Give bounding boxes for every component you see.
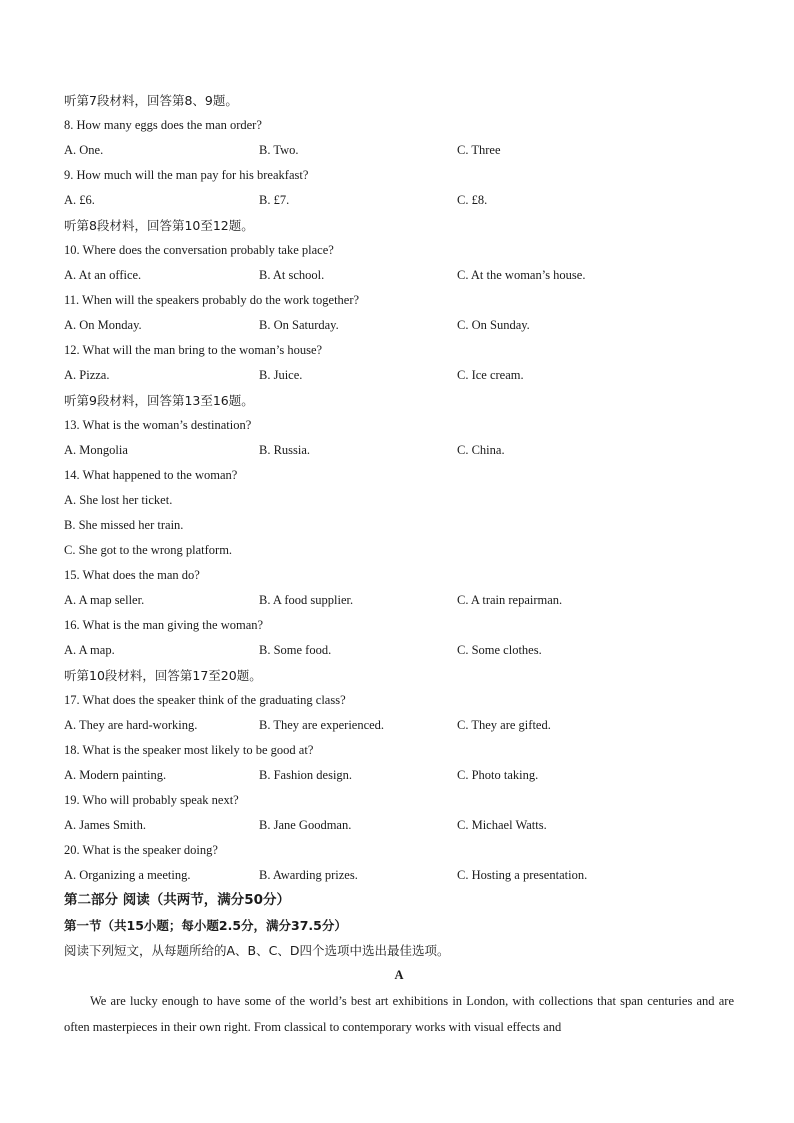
part-heading: 第二部分 阅读（共两节，满分50分） — [64, 892, 290, 908]
question-text: 19. Who will probably speak next? — [64, 793, 239, 807]
passage-paragraph: We are lucky enough to have some of the world’s best art exhibitions in London, with collections that span centuries and are often masterpieces in their own right. From classical to contemporary works with visual effects and — [64, 994, 734, 1034]
answer-options — [64, 813, 734, 838]
option-c: C. £8. — [457, 193, 488, 207]
question-text: 8. How many eggs does the man order? — [64, 118, 262, 132]
answer-options — [64, 313, 734, 338]
question-text: 14. What happened to the woman? — [64, 468, 238, 482]
question-text: 16. What is the man giving the woman? — [64, 618, 264, 632]
section-instruction: 听第9段材料，回答第13至16题。 — [64, 393, 254, 408]
option-a: A. £6. — [64, 193, 95, 207]
option-a: A. They are hard-working. — [64, 718, 198, 732]
option-a: A. Modern painting. — [64, 768, 167, 782]
option-c: C. They are gifted. — [457, 718, 551, 732]
answer-options — [64, 263, 734, 288]
answer-options — [64, 638, 734, 663]
option-c: C. Hosting a presentation. — [457, 868, 588, 882]
option-c: C. A train repairman. — [457, 593, 563, 607]
option-a: A. Mongolia — [64, 443, 128, 457]
option-b: B. Jane Goodman. — [259, 818, 352, 832]
question-text: 18. What is the speaker most likely to be good at? — [64, 743, 314, 757]
option-b: B. £7. — [259, 193, 290, 207]
option-a: A. James Smith. — [64, 818, 146, 832]
section-instruction: 听第7段材料，回答第8、9题。 — [64, 93, 238, 108]
answer-options — [64, 863, 734, 888]
option-a: A. At an office. — [64, 268, 142, 282]
option-b: B. At school. — [259, 268, 325, 282]
answer-options — [64, 363, 734, 388]
question-text: 15. What does the man do? — [64, 568, 200, 582]
section-instruction: 听第8段材料，回答第10至12题。 — [64, 218, 254, 233]
section-instruction: 听第10段材料，回答第17至20题。 — [64, 668, 262, 683]
option-c: C. Photo taking. — [457, 768, 539, 782]
question-text: C. She got to the wrong platform. — [64, 543, 233, 557]
question-text: 11. When will the speakers probably do the work together? — [64, 293, 360, 307]
option-c: C. Three — [457, 143, 501, 157]
option-b: B. Some food. — [259, 643, 332, 657]
option-b: B. Two. — [259, 143, 299, 157]
option-b: B. On Saturday. — [259, 318, 339, 332]
question-text: 13. What is the woman’s destination? — [64, 418, 252, 432]
question-text: 17. What does the speaker think of the graduating class? — [64, 693, 346, 707]
document-page — [64, 88, 734, 1040]
answer-options — [64, 763, 734, 788]
option-c: C. China. — [457, 443, 505, 457]
option-a: A. Organizing a meeting. — [64, 868, 191, 882]
option-b: B. Awarding prizes. — [259, 868, 358, 882]
answer-options — [64, 188, 734, 213]
passage-label: A — [394, 968, 404, 982]
answer-options — [64, 713, 734, 738]
section-instruction: 阅读下列短文，从每题所给的A、B、C、D四个选项中选出最佳选项。 — [64, 943, 450, 958]
question-text: B. She missed her train. — [64, 518, 184, 532]
option-a: A. A map seller. — [64, 593, 145, 607]
option-a: A. On Monday. — [64, 318, 142, 332]
question-text: 12. What will the man bring to the woman’s house? — [64, 343, 323, 357]
option-b: B. They are experienced. — [259, 718, 385, 732]
option-a: A. Pizza. — [64, 368, 110, 382]
option-b: B. Fashion design. — [259, 768, 353, 782]
question-text: A. She lost her ticket. — [64, 493, 173, 507]
answer-options — [64, 588, 734, 613]
option-c: C. On Sunday. — [457, 318, 530, 332]
option-c: C. At the woman’s house. — [457, 268, 586, 282]
question-text: 9. How much will the man pay for his breakfast? — [64, 168, 309, 182]
option-b: B. A food supplier. — [259, 593, 354, 607]
answer-options — [64, 138, 734, 163]
option-a: A. One. — [64, 143, 104, 157]
option-c: C. Ice cream. — [457, 368, 524, 382]
answer-options — [64, 438, 734, 463]
option-b: B. Russia. — [259, 443, 311, 457]
question-text: 10. Where does the conversation probably take place? — [64, 243, 334, 257]
option-b: B. Juice. — [259, 368, 303, 382]
option-c: C. Some clothes. — [457, 643, 542, 657]
option-c: C. Michael Watts. — [457, 818, 547, 832]
question-text: 20. What is the speaker doing? — [64, 843, 218, 857]
subsection-heading: 第一节（共15小题；每小题2.5分，满分37.5分） — [64, 918, 347, 933]
option-a: A. A map. — [64, 643, 115, 657]
